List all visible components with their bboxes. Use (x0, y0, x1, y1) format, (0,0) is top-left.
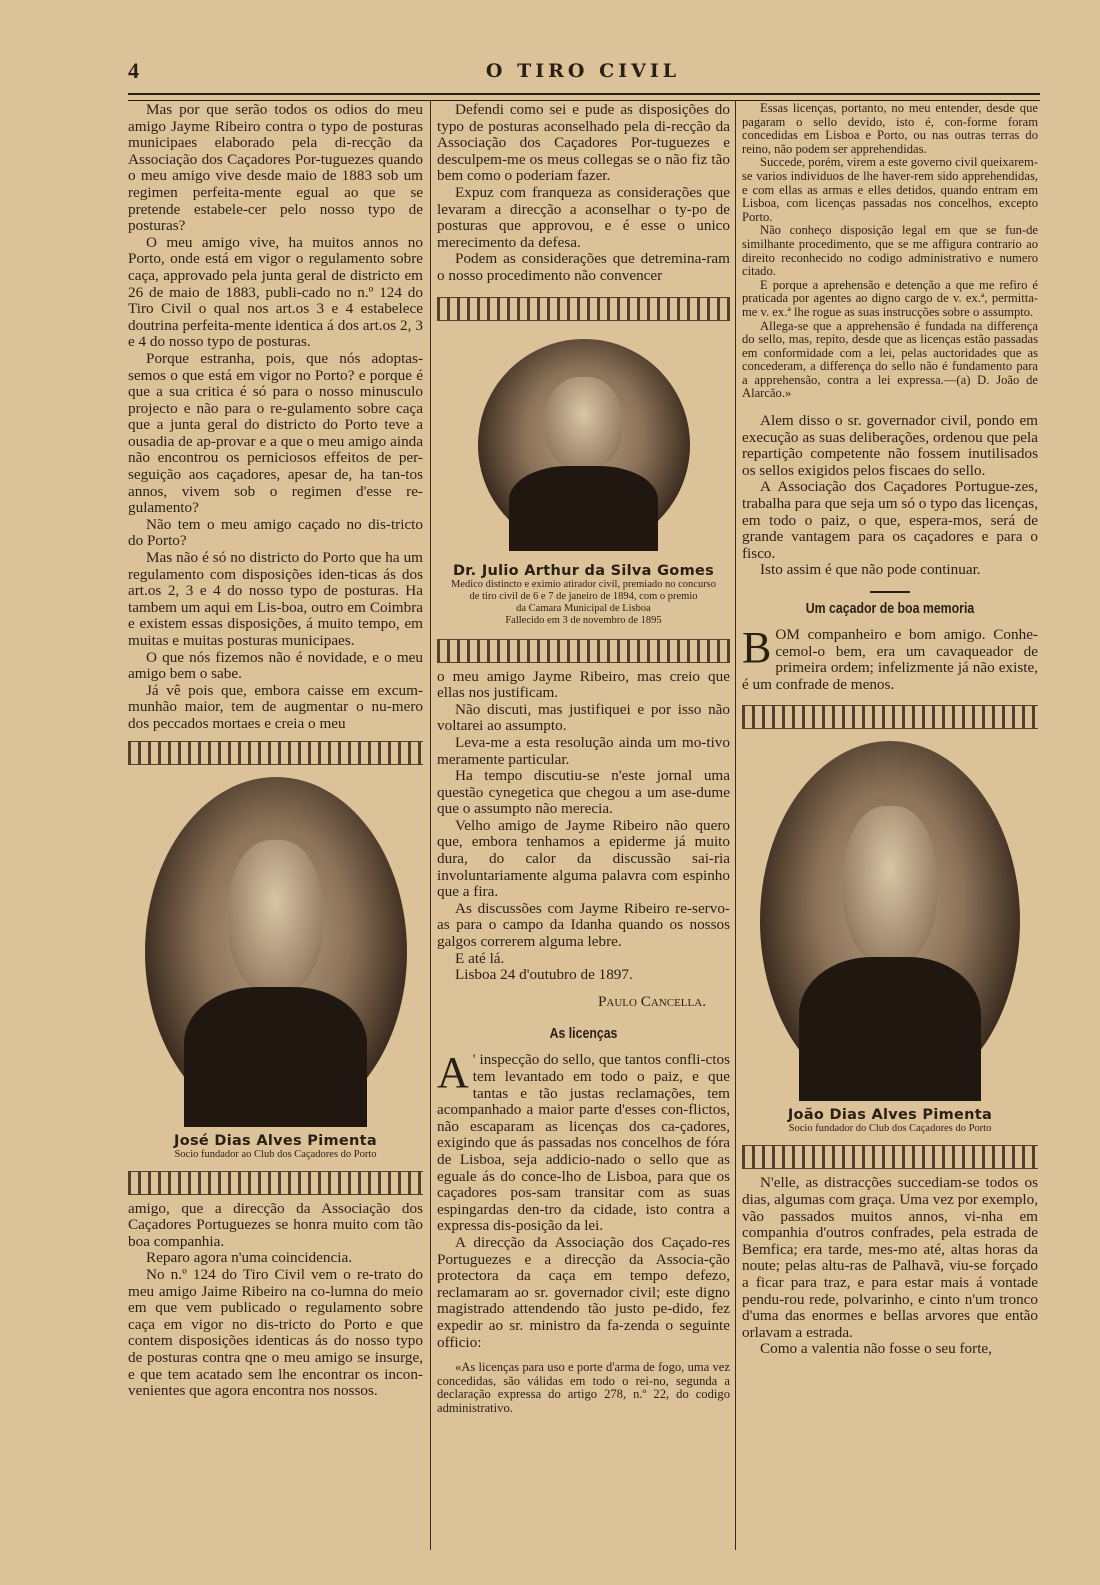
quote-paragraph: Não conheço disposição legal em que se fun-de similhante procedimento, que se me affigura contrario ao direito reconhecido no codigo administrativo e numero citado. (742, 223, 1038, 279)
drop-cap: B (742, 623, 772, 672)
paragraph: Como a valentia não fosse o seu forte, (760, 1340, 992, 1358)
paragraph: O que nós fizemos não é novidade, e o meu amigo bem o sabe. (128, 648, 423, 683)
quote-paragraph: Succede, porém, virem a este governo civil queixarem-se varios individuos de lhe haver-rem sido apprehendidas, e com ellas as armas e elles detidos, quando entram em Lisboa, com licenças passadas nos concelhos, excepto Porto. (742, 155, 1039, 224)
paragraph: Já vê pois que, embora caisse em excum-munhão maior, tem de augmentar o nu-mero dos peccados mortaes e creia o meu (128, 681, 423, 732)
paragraph: Porque estranha, pois, que nós adoptas-semos o que está em vigor no Porto? e porque é que a sua critica é só para o nosso minusculo projecto e não para o re-gulamento sobre caça que a junta geral do districto do Porto teve a ousadia de ap-provar e a que o meu amigo ainda não encontrou os perniciosos effeitos de per-seguição aos caçadores, apesar de, ha tan-tos annos, vivem sob o regimen d'esse re-gulamento? (128, 349, 423, 517)
portrait-face (545, 377, 621, 470)
paragraph: N'elle, as distracções succediam-se todos os dias, algumas com graça. Uma vez por exemplo, vão passados muitos annos, vi-nha em companhia d'outros confrades, pela estrada de Bemfica; era tarde, mes-mo até, altas horas da noute; pelas altu-ras de Palhavã, viu-se forçado a ficar para traz, e para estar mais á vontade pendu-rou rede, polvarinho, e cinto n'um tronco d'uma das enormes e bellas arvores que então orlavam a estrada. (742, 1174, 1038, 1341)
portrait-subtitle-line: de tiro civil de 6 e 7 de janeiro de 1894, com o premio (469, 590, 698, 602)
header-rule (128, 93, 1040, 101)
portrait-name: José Dias Alves Pimenta (174, 1132, 377, 1149)
portrait-subtitle-line: Fallecido em 3 de novembro de 1895 (505, 614, 662, 626)
licencas-article (437, 1048, 730, 1351)
portrait-body (509, 466, 657, 551)
paragraph: Isto assim é que não pode continuar. (760, 561, 981, 579)
signature: Paulo Cancella. (597, 992, 706, 1010)
paragraph: E até lá. (455, 949, 505, 967)
paragraph: Não discuti, mas justifiquei e por isso não voltarei ao assumpto. (437, 700, 730, 735)
paragraph: Reparo agora n'uma coincidencia. (146, 1249, 352, 1267)
paragraph: OM companheiro e bom amigo. Conhe-cemol-o bem, era um cavaqueador de primeira ordem; infelizmente já não existe, é um confrade de menos. (742, 626, 1038, 693)
paragraph: o meu amigo Jayme Ribeiro, mas creio que ellas nos justificam. (437, 667, 730, 702)
portrait-face (843, 806, 937, 964)
portrait-body (184, 987, 367, 1127)
portrait-jose-dias-alves-pimenta (145, 777, 407, 1127)
quote-paragraph: E porque a aprehensão e detenção a que me refiro é praticada por agentes ao digno cargo de v. ex.ª, permitta-me v. ex.ª lhe rogue as suas instrucções sobre o assumpto. (742, 277, 1038, 319)
paragraph: Ha tempo discutiu-se n'este jornal uma questão cynegetica que chegou a um ase-dume que o assumpto não merecia. (437, 767, 730, 818)
portrait-joao-dias-alves-pimenta (760, 741, 1020, 1101)
paragraph: Leva-me a esta resolução ainda um mo-tivo meramente particular. (437, 733, 730, 768)
portrait-name: João Dias Alves Pimenta (787, 1107, 993, 1124)
official-letter-quote: «As licenças para uso e porte d'arma de fogo, uma vez concedidas, são válidas em todo o rei-no, segunda a declaração expressa do artigo 278, n.º 22, do codigo administrativo. (437, 1360, 730, 1415)
column-3 (742, 102, 1038, 1358)
ornamental-divider (437, 297, 730, 321)
paragraph: amigo, que a direcção da Associação dos Caçadores Portuguezes se honra muito com tão boa companhia. (128, 1199, 423, 1250)
portrait-subtitle-line: da Camara Municipal de Lisboa (516, 602, 651, 614)
memoria-article (742, 623, 1038, 693)
portrait-name: Dr. Julio Arthur da Silva Gomes (452, 562, 715, 579)
portrait-subtitle: Socio fundador ao Club dos Caçadores do Porto (174, 1148, 377, 1160)
paragraph: Não tem o meu amigo caçado no dis-tricto do Porto? (128, 515, 423, 550)
portrait-subtitle-line: Medico distincto e eximio atirador civil, premiado no concurso (450, 578, 717, 590)
paragraph: Defendi como sei e pude as disposições do typo de posturas aconselhado pela di-recção da Associação dos Caçadores Por-tuguezes e desculpem-me os meus collegas se o não fiz tão bem como o poderiam fazer. (437, 101, 730, 185)
column-1 (128, 102, 423, 1400)
portrait-subtitle: Socio fundador do Club dos Caçadores do Porto (788, 1123, 992, 1135)
paragraph: O meu amigo vive, ha muitos annos no Porto, onde está em vigor o regulamento sobre caça, approvado pela junta geral de districto em 26 de maio de 1883, publi-cado no n.º 124 do Tiro Civil o qual nos art.os 3 e 4 estabelece doutrina perfeita-mente identica á dos art.os 2, 3 e 4 do nosso typo de posturas. (128, 233, 423, 351)
paragraph: A direcção da Associação dos Caçado-res Portuguezes e a direcção da Associa-ção protectora da caça em tempo defezo, reclamaram ao sr. governador civil; este digno magistrado attendendo tão justo pe-dido, fez expedir ao sr. ministro da fa-zenda o seguinte officio: (437, 1233, 730, 1351)
paragraph: Mas por que serão todos os odios do meu amigo Jayme Ribeiro contra o typo de posturas municipaes elaborado pela di-recção da Associação dos Caçadores Por-tuguezes quando o meu amigo vive desde maio de 1883 sob um regimen perfeita-mente egual ao que se pretende estabele-cer pelo nosso typo de posturas? (128, 101, 423, 235)
paragraph: Mas não é só no districto do Porto que ha um regulamento com disposições iden-ticas ás dos art.os 2, 3 e 4 do nosso typo de posturas. Ha tambem um aqui em Lis-boa, outro em Coimbra e existem essas disposições, á muito tempo, em muitas e muitas posturas municipaes. (128, 549, 423, 649)
paragraph: ' inspecção do sello, que tantos confli-ctos tem levantado em todo o paiz, e que tantas e tão justas reclamações, tem acompanhado a maior parte d'esses con-flictos, não escaparam as licenças dos ca-çadores, exigindo que ás passadas nos concelhos de fóra de Lisboa, seja addicio-nado o sello que as eguale ás do conce-lho de Lisboa, para que os caçadores pos-sam transitar com as suas espingardas den-tro da cidade, isto contra a expressa dis-posição da lei. (437, 1051, 730, 1235)
short-rule (870, 591, 910, 593)
paragraph: Lisboa 24 d'outubro de 1897. (455, 966, 633, 984)
quote-paragraph: Allega-se que a apprehensão é fundada na differença do sello, mas, repito, desde que as licenças estão passadas em conformidade com a lei, pelas auctoridades que as concederam, a differença do sello não é fundamento para a apprehensão, contra a lei expressa.—(a) D. João de Alarcão.» (742, 318, 1038, 401)
ornamental-divider (742, 1145, 1038, 1169)
masthead: O TIRO CIVIL (485, 60, 681, 82)
page-header (128, 58, 1038, 88)
drop-cap: A (437, 1048, 469, 1098)
ornamental-divider (128, 1171, 423, 1195)
paragraph: As discussões com Jayme Ribeiro re-servo-as para o campo da Idanha quando os nossos galgos correrem alguma lebre. (437, 899, 730, 951)
paragraph: Podem as considerações que detremina-ram o nosso procedimento não convencer (437, 250, 730, 284)
paragraph: No n.º 124 do Tiro Civil vem o re-trato do meu amigo Jaime Ribeiro na co-lumna do meio em que vem publicado o regulamento sobre caça em vigor no dis-tricto do Porto e que contem disposições identicas ás do nosso typo de posturas contra qne o meu amigo se insurge, e que tem acatado sem lhe encontrar os incon-venientes que agora encontra nos nossos. (128, 1265, 423, 1400)
portrait-body (799, 957, 981, 1101)
section-title-licencas: As licenças (549, 1026, 618, 1043)
paragraph: A Associação dos Caçadores Portugue-zes, trabalha para que seja um só o typo das licenças, em todo o paiz, o que, espera-mos, será de grande vantagem para os caçadores e para o fisco. (742, 478, 1038, 562)
ornamental-divider (742, 705, 1038, 729)
ornamental-divider (437, 639, 730, 663)
portrait-julio-arthur-da-silva-gomes (478, 339, 690, 551)
ornamental-divider (128, 741, 423, 765)
section-title-cacador: Um caçador de boa memoria (805, 601, 975, 617)
paragraph: Alem disso o sr. governador civil, pondo em execução as suas deliberações, ordenou que pela repartição competente não fossem inutilisados os sellos exigidos pelos fiscaes do sello. (742, 412, 1038, 479)
quote-paragraph: Essas licenças, portanto, no meu entender, desde que pagaram o sello devido, isto é, con-forme foram concedidas em Lisboa e Porto, ou nas outras terras do reino, não podem ser apprehendidas. (742, 101, 1038, 156)
column-divider (735, 100, 736, 1550)
column-divider (430, 100, 431, 1550)
paragraph: Velho amigo de Jayme Ribeiro não quero que, embora tenhamos a epiderme já muito dura, do calor da discussão sai-ria involuntariamente alguma palavra com espinho que a fira. (437, 816, 730, 901)
portrait-face (228, 840, 322, 994)
column-2 (437, 102, 730, 1415)
paragraph: Expuz com franqueza as considerações que levaram a direcção a aconselhar o ty-po de posturas que approvou, e é esse o unico merecimento da defesa. (437, 183, 730, 251)
page-number: 4 (128, 58, 139, 83)
